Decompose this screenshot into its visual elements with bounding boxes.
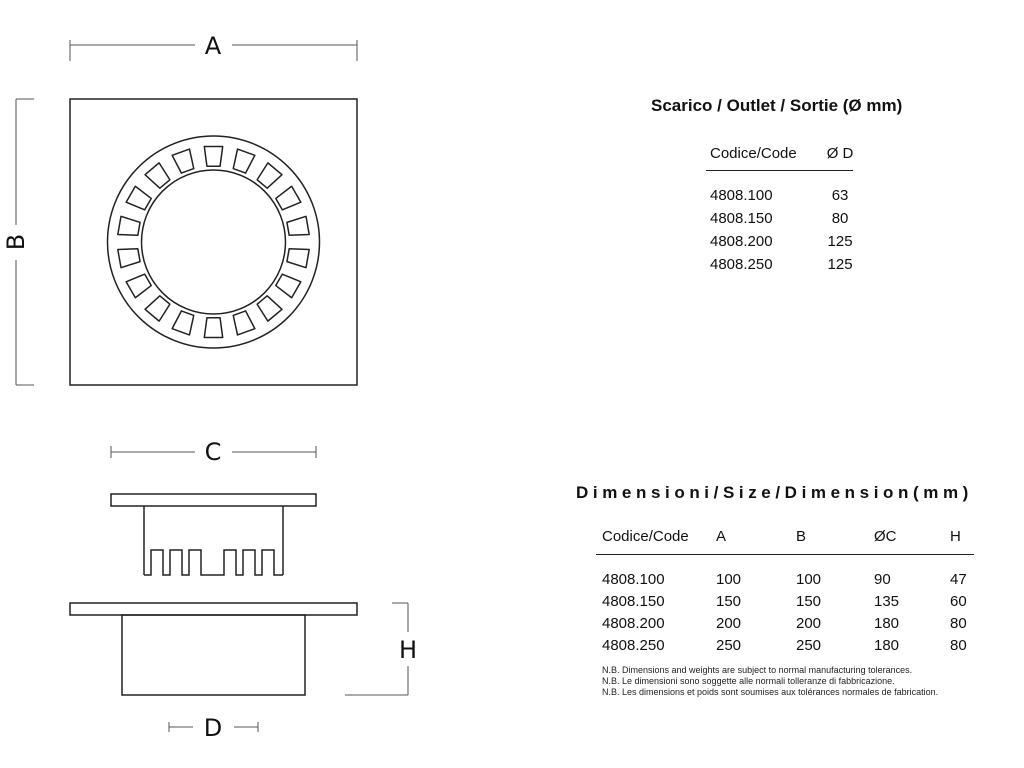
table-row bbox=[596, 555, 974, 592]
outlet-table-title: Scarico / Outlet / Sortie (Ø mm) bbox=[651, 96, 903, 115]
cell-b: 150 bbox=[796, 593, 822, 610]
note-english: N.B. Dimensions and weights are subject to normal manufacturing tolerances. bbox=[602, 665, 913, 675]
grate-side-view bbox=[111, 494, 316, 575]
grate-slot bbox=[257, 163, 282, 188]
cell-c: 180 bbox=[874, 615, 900, 632]
grate-slot bbox=[257, 296, 282, 321]
cell-code: 4808.200 bbox=[602, 615, 665, 632]
cell-h: 80 bbox=[950, 637, 967, 654]
table-row bbox=[706, 230, 853, 253]
grate-slot bbox=[145, 296, 170, 321]
grate-slot bbox=[118, 216, 140, 235]
cell-c: 135 bbox=[874, 593, 900, 610]
grate-slot bbox=[276, 186, 301, 210]
size-table bbox=[596, 528, 974, 657]
cell-code: 4808.100 bbox=[710, 187, 773, 204]
cell-value: 63 bbox=[831, 187, 849, 204]
grate-slot bbox=[204, 146, 222, 166]
grate-slot bbox=[172, 149, 194, 173]
cell-code: 4808.100 bbox=[602, 571, 665, 588]
dim-label-d: D bbox=[203, 714, 223, 742]
header-diameter-c: ØC bbox=[868, 528, 944, 555]
table-row bbox=[706, 253, 853, 276]
outlet-table bbox=[706, 145, 853, 276]
dim-label-h: H bbox=[398, 636, 418, 664]
cell-code: 4808.250 bbox=[710, 256, 773, 273]
cell-c: 90 bbox=[874, 571, 891, 588]
cell-b: 250 bbox=[796, 637, 822, 654]
grate-slot bbox=[126, 186, 151, 210]
header-b: B bbox=[790, 528, 868, 555]
cell-a: 100 bbox=[716, 571, 742, 588]
size-table-title: Dimensioni/Size/Dimension(mm) bbox=[576, 483, 973, 502]
cell-value: 125 bbox=[827, 233, 853, 250]
grate-slot bbox=[276, 274, 301, 298]
outlet-table-header bbox=[706, 145, 853, 171]
cell-code: 4808.250 bbox=[602, 637, 665, 654]
cell-a: 200 bbox=[716, 615, 742, 632]
cell-b: 200 bbox=[796, 615, 822, 632]
table-row bbox=[596, 591, 974, 613]
cell-value: 80 bbox=[831, 210, 849, 227]
cell-a: 150 bbox=[716, 593, 742, 610]
grate-slot bbox=[145, 163, 170, 188]
table-row bbox=[596, 635, 974, 657]
header-diameter-d: Ø D bbox=[797, 145, 854, 171]
dim-label-b: B bbox=[2, 233, 30, 251]
grate-slot bbox=[118, 249, 140, 268]
size-table-header bbox=[596, 528, 974, 555]
top-view bbox=[70, 99, 357, 385]
grate-slot bbox=[126, 274, 151, 298]
body-side-view bbox=[70, 603, 357, 695]
dim-label-c: C bbox=[204, 438, 222, 466]
tolerance-notes bbox=[602, 665, 938, 698]
header-code: Codice/Code bbox=[596, 528, 710, 555]
table-row bbox=[596, 613, 974, 635]
grate-slot bbox=[172, 311, 194, 335]
grate-inner-ring bbox=[142, 170, 286, 314]
cell-b: 100 bbox=[796, 571, 822, 588]
cell-code: 4808.150 bbox=[710, 210, 773, 227]
header-code: Codice/Code bbox=[706, 145, 797, 171]
grate-slot bbox=[233, 149, 255, 173]
cell-h: 47 bbox=[950, 571, 967, 588]
note-italian: N.B. Le dimensioni sono soggette alle normali tolleranze di fabbricazione. bbox=[602, 676, 895, 686]
grate-slot bbox=[204, 318, 222, 338]
cell-c: 180 bbox=[874, 637, 900, 654]
header-a: A bbox=[710, 528, 790, 555]
note-french: N.B. Les dimensions et poids sont soumises aux tolérances normales de fabrication. bbox=[602, 687, 939, 697]
grate-outer-ring bbox=[108, 136, 320, 348]
cell-code: 4808.150 bbox=[602, 593, 665, 610]
dim-label-a: A bbox=[204, 32, 222, 60]
cell-h: 60 bbox=[950, 593, 967, 610]
cell-h: 80 bbox=[950, 615, 967, 632]
table-row bbox=[706, 207, 853, 230]
square-plate bbox=[70, 99, 357, 385]
grate-slots bbox=[118, 146, 309, 337]
table-row bbox=[706, 171, 853, 208]
cell-a: 250 bbox=[716, 637, 742, 654]
grate-slot bbox=[287, 216, 309, 235]
cell-code: 4808.200 bbox=[710, 233, 773, 250]
header-h: H bbox=[944, 528, 974, 555]
grate-slot bbox=[233, 311, 255, 335]
cell-value: 125 bbox=[827, 256, 853, 273]
grate-slot bbox=[287, 249, 309, 268]
